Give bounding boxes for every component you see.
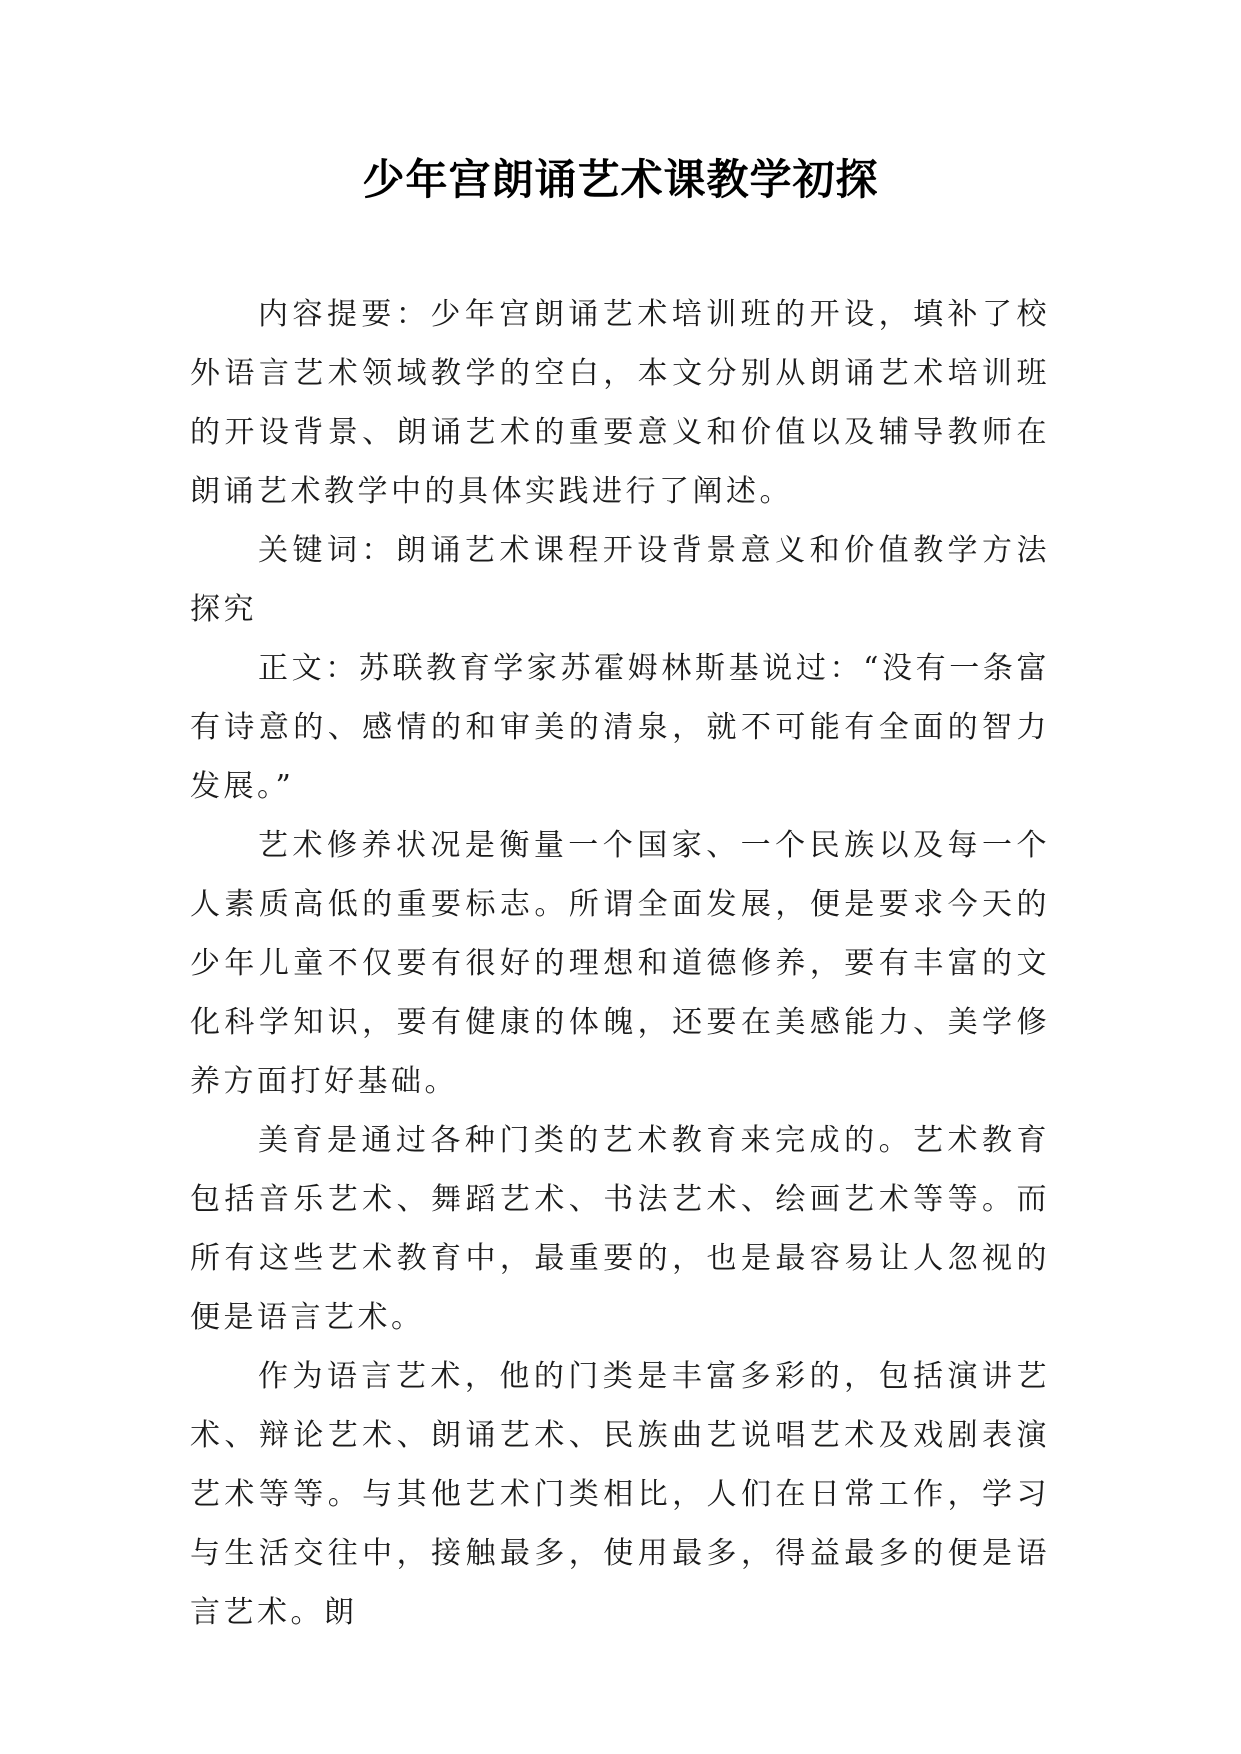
keywords-paragraph: 关键词：朗诵艺术课程开设背景意义和价值教学方法探究 [190, 533, 1050, 627]
body-paragraph: 美育是通过各种门类的艺术教育来完成的。艺术教育包括音乐艺术、舞蹈艺术、书法艺术、绘画艺术等等。而所有这些艺术教育中，最重要的，也是最容易让人忽视的便是语言艺术。 [190, 1123, 1050, 1335]
document-title: 少年宫朗诵艺术课教学初探 [362, 155, 879, 204]
body-paragraph: 作为语言艺术，他的门类是丰富多彩的，包括演讲艺术、辩论艺术、朗诵艺术、民族曲艺说唱艺术及戏剧表演艺术等等。与其他艺术门类相比，人们在日常工作，学习与生活交往中，接触最多，使用最多，得益最多的便是语言艺术。朗 [190, 1359, 1050, 1630]
body-paragraph: 正文：苏联教育学家苏霍姆林斯基说过：“没有一条富有诗意的、感情的和审美的清泉，就不可能有全面的智力发展。” [190, 651, 1050, 804]
document-body [190, 285, 1050, 1642]
body-paragraph: 艺术修养状况是衡量一个国家、一个民族以及每一个人素质高低的重要标志。所谓全面发展，便是要求今天的少年儿童不仅要有很好的理想和道德修养，要有丰富的文化科学知识，要有健康的体魄，还要在美感能力、美学修养方面打好基础。 [190, 828, 1050, 1099]
abstract-paragraph: 内容提要：少年宫朗诵艺术培训班的开设，填补了校外语言艺术领域教学的空白，本文分别从朗诵艺术培训班的开设背景、朗诵艺术的重要意义和价值以及辅导教师在朗诵艺术教学中的具体实践进行了阐述。 [190, 297, 1050, 509]
